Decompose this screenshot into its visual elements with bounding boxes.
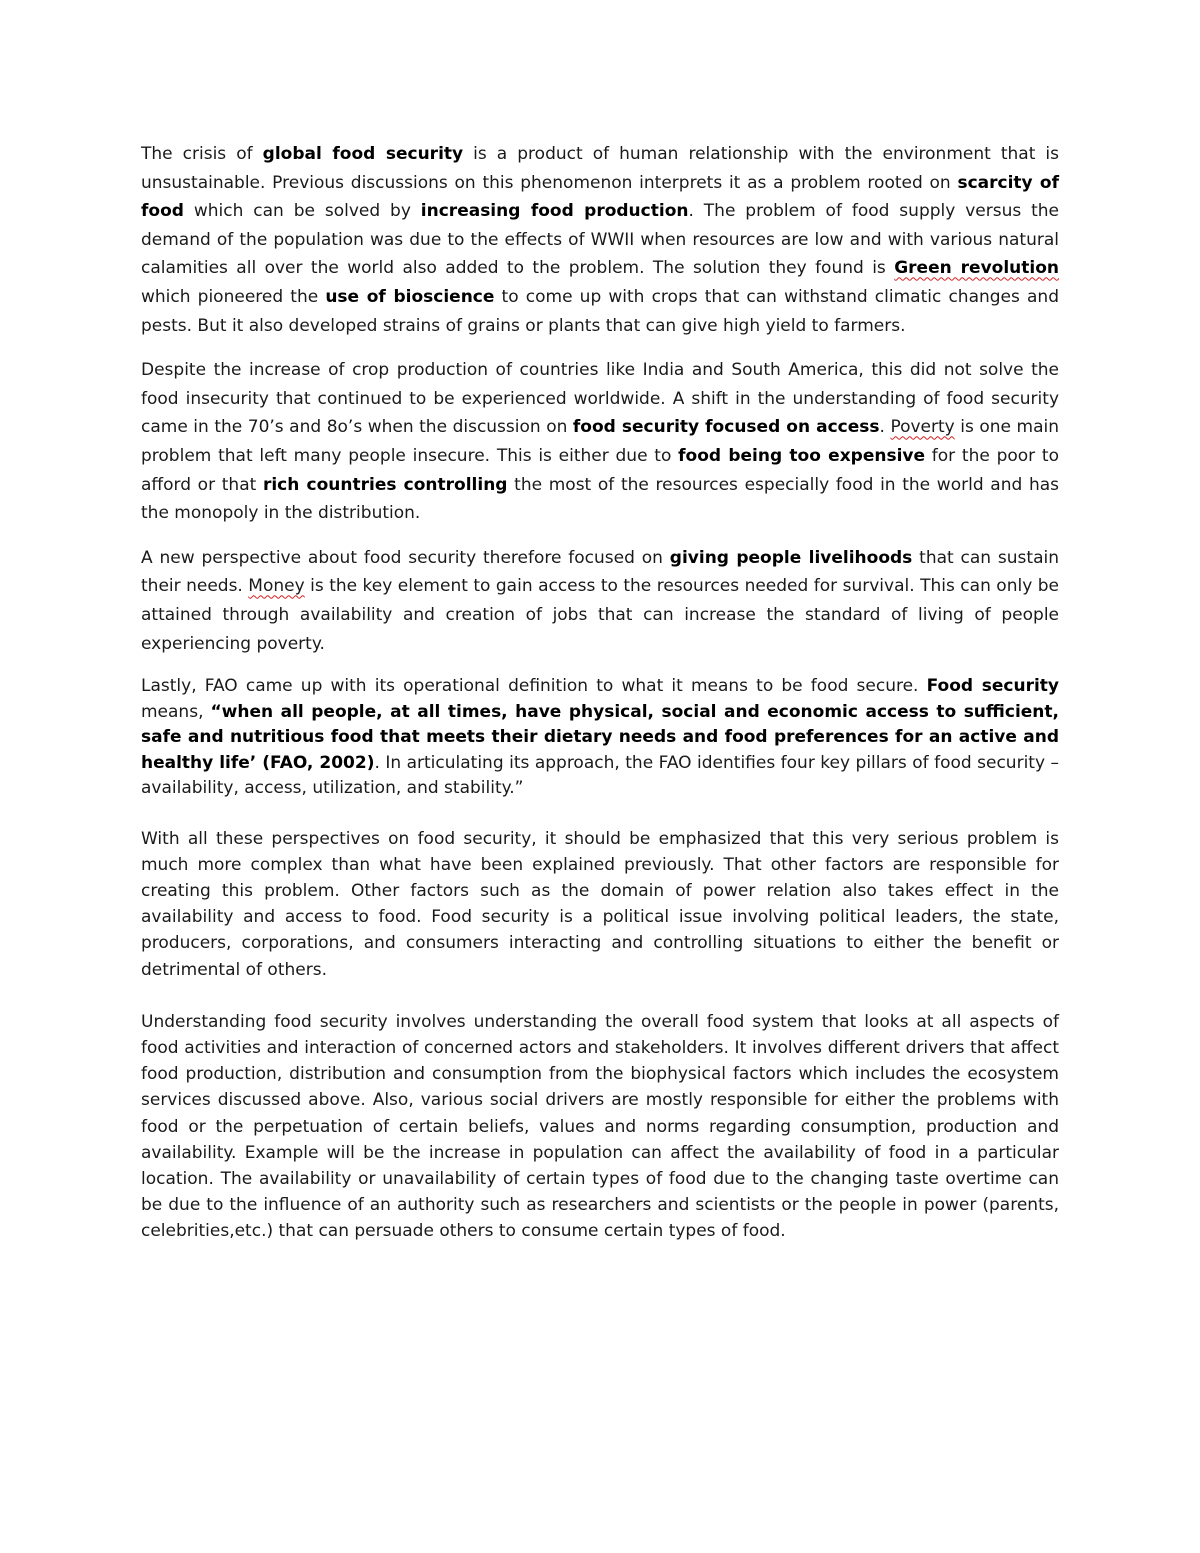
text-run: is one main problem that left many people insecure. This is either due to [141,417,1059,466]
bold-phrase: rich countries controlling [262,474,508,495]
paragraph-fao-definition [141,674,1059,802]
bold-phrase: food security focused on access [572,417,880,438]
text-run: which can be solved by [183,201,421,222]
text-run: A new perspective about food security therefore focused on [141,547,670,568]
bold-quote: “when all people, at all times, have physical, social and economic access to sufficient, safe and nutritious food that meets their dietary needs and food preferences for an active and healthy life’ (FAO, 2002) [141,701,1059,773]
text-run: is the key element to gain access to the resources needed for survival. This can only be attained through availability and creation of jobs that can increase the standard of living of people experiencing poverty. [141,576,1059,654]
bold-phrase: increasing food production [420,201,689,222]
text-run: . [879,417,891,438]
text-run: the most of the resources especially food in the world and has the monopoly in the distribution. [141,474,1059,524]
paragraph-livelihoods [141,544,1059,658]
paragraph-complexity: With all these perspectives on food security, it should be emphasized that this very serious problem is much more complex than what have been explained previously. That other factors are responsible for creating this problem. Other factors such as the domain of power relation also takes effect in the availability and access to food. Food security is a political issue involving political leaders, the state, producers, corporations, and consumers interacting and controlling situations to either the benefit or detrimental of others. [141,828,1059,980]
document-body [141,140,1059,1245]
text-run: . The problem of food supply versus the demand of the population was due to the effects of WWII when resources are low and with various natural calamities all over the world also added to the problem. The solution they found is [141,201,1060,279]
bold-phrase: Food security [926,676,1059,697]
text-run: for the poor to afford or that [141,445,1059,495]
text-run: is a product of human relationship with the environment that is unsustainable. Previous discussions on this phenomenon interprets it as a problem rooted on [141,144,1059,193]
spellcheck-flagged-phrase[interactable]: Green revolution [894,258,1059,279]
paragraph-access [141,356,1059,528]
text-run: that can sustain their needs. [141,547,1059,597]
text-run: to come up with crops that can withstand climatic changes and pests. But it also developed strains of grains or plants that can give high yield to farmers. [141,286,1059,336]
text-run: Lastly, FAO came up with its operational definition to what it means to be food secure. [141,676,927,697]
spellcheck-flagged-word[interactable]: Money [248,576,305,597]
paragraph-food-system: Understanding food security involves understanding the overall food system that looks at all aspects of food activities and interaction of concerned actors and stakeholders. It involves different drivers that affect food production, distribution and consumption from the biophysical factors which includes the ecosystem services discussed above. Also, various social drivers are mostly responsible for either the problems with food or the perpetuation of certain beliefs, values and norms regarding consumption, production and availability. Example will be the increase in population can affect the availability of food in a particular location. The availability or unavailability of certain types of food due to the changing taste overtime can be due to the influence of an authority such as researchers and scientists or the people in power (parents, celebrities,etc.) that can persuade others to consume certain types of food. [141,1011,1059,1242]
bold-phrase: food being too expensive [678,445,926,466]
bold-phrase: global food security [262,144,464,164]
text-run: which pioneered the [141,286,326,307]
bold-phrase: scarcity of food [141,172,1059,222]
text-run: . In articulating its approach, the FAO identifies four key pillars of food security – availability, access, utilization, and stability.” [141,752,1059,799]
text-run: means, [141,701,211,722]
text-run: The crisis of [141,144,263,164]
spellcheck-flagged-word[interactable]: Poverty [890,417,955,438]
bold-phrase: use of bioscience [325,286,495,307]
bold-phrase: giving people livelihoods [669,547,913,568]
paragraph-green-revolution [141,140,1059,340]
text-run: Despite the increase of crop production of countries like India and South America, this did not solve the food insecurity that continued to be experienced worldwide. A shift in the understanding of food security came in the 70’s and 8o’s when the discussion on [141,360,1059,438]
